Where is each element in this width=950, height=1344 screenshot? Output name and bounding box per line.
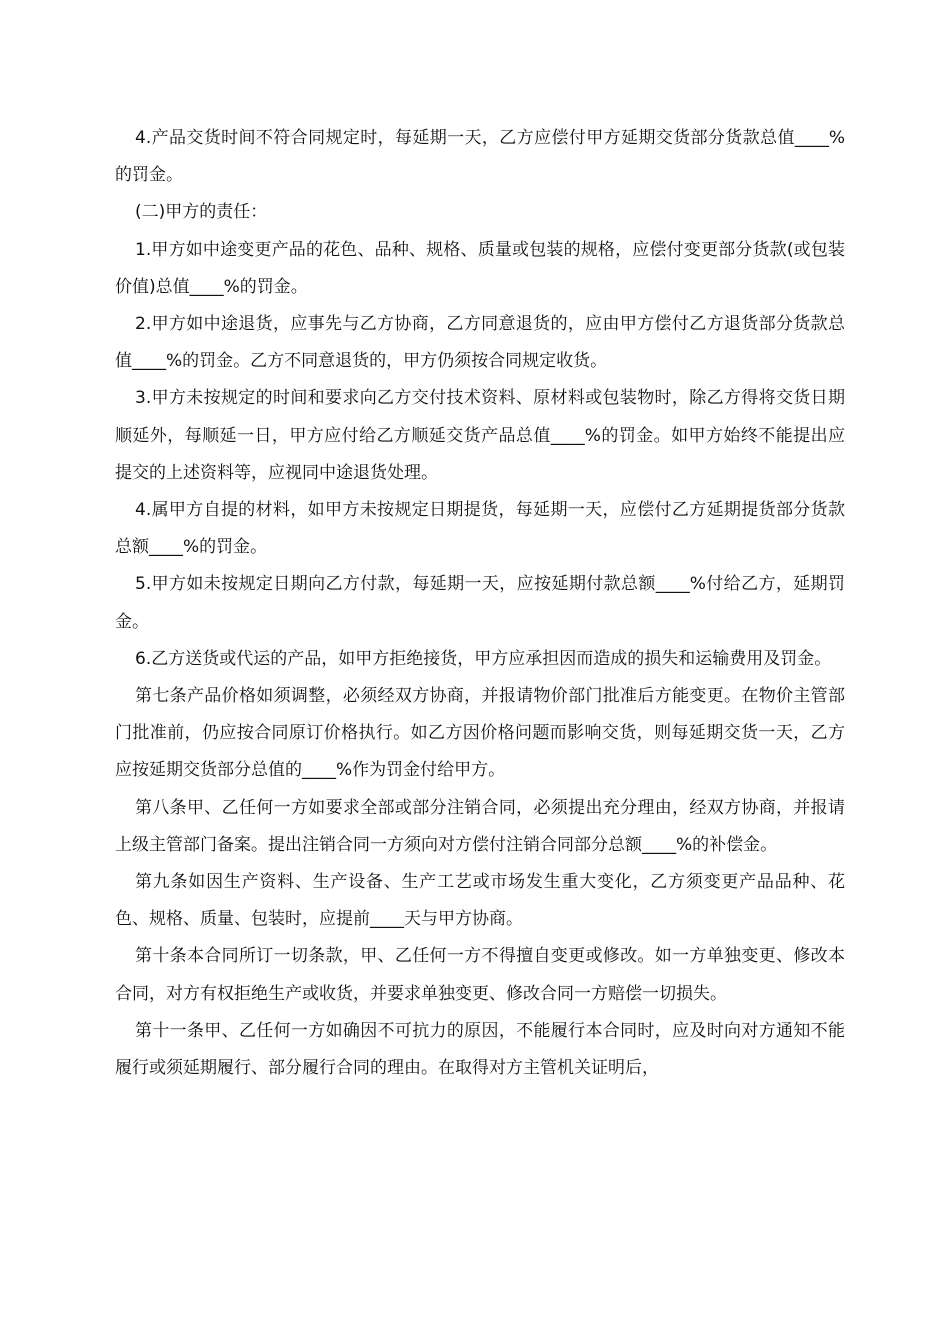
article-10-no-unilateral-change: 第十条本合同所订一切条款，甲、乙任何一方不得擅自变更或修改。如一方单独变更、修改本合同，对方有权拒绝生产或收货，并要求单独变更、修改合同一方赔偿一切损失。 <box>115 946 845 1004</box>
clause-seller-late-delivery: 4.产品交货时间不符合同规定时，每延期一天，乙方应偿付甲方延期交货部分货款总值____%的罚金。 <box>115 128 845 186</box>
clause-buyer-change-product: 1.甲方如中途变更产品的花色、品种、规格、质量或包装的规格，应偿付变更部分货款(或包装价值)总值____%的罚金。 <box>115 239 845 297</box>
clause-buyer-late-pickup: 4.属甲方自提的材料，如甲方未按规定日期提货，每延期一天，应偿付乙方延期提货部分货款总额____%的罚金。 <box>115 500 845 558</box>
clause-buyer-late-materials: 3.甲方未按规定的时间和要求向乙方交付技术资料、原材料或包装物时，除乙方得将交货日期顺延外，每顺延一日，甲方应付给乙方顺延交货产品总值____%的罚金。如甲方始终不能提出应提交的上述资料等，应视同中途退货处理。 <box>115 388 845 483</box>
contract-body <box>115 120 845 1087</box>
clause-buyer-late-payment: 5.甲方如未按规定日期向乙方付款，每延期一天，应按延期付款总额____%付给乙方，延期罚金。 <box>115 574 845 632</box>
clause-buyer-return-goods: 2.甲方如中途退货，应事先与乙方协商，乙方同意退货的，应由甲方偿付乙方退货部分货款总值____%的罚金。乙方不同意退货的，甲方仍须按合同规定收货。 <box>115 314 845 372</box>
article-11-force-majeure: 第十一条甲、乙任何一方如确因不可抗力的原因，不能履行本合同时，应及时向对方通知不能履行或须延期履行、部分履行合同的理由。在取得对方主管机关证明后， <box>115 1020 845 1079</box>
article-8-contract-cancellation: 第八条甲、乙任何一方如要求全部或部分注销合同，必须提出充分理由，经双方协商，并报请上级主管部门备案。提出注销合同一方须向对方偿付注销合同部分总额____%的补偿金。 <box>115 797 845 855</box>
article-7-price-adjustment: 第七条产品价格如须调整，必须经双方协商，并报请物价部门批准后方能变更。在物价主管部门批准前，仍应按合同原订价格执行。如乙方因价格问题而影响交货，则每延期交货一天，乙方应按延期交货部分总值的____%作为罚金付给甲方。 <box>115 686 845 781</box>
clause-buyer-refuse-delivery: 6.乙方送货或代运的产品，如甲方拒绝接货，甲方应承担因而造成的损失和运输费用及罚金。 <box>135 648 832 669</box>
article-9-product-change: 第九条如因生产资料、生产设备、生产工艺或市场发生重大变化，乙方须变更产品品种、花色、规格、质量、包装时，应提前____天与甲方协商。 <box>115 872 845 930</box>
section-heading-buyer-responsibility: (二)甲方的责任： <box>135 202 268 223</box>
